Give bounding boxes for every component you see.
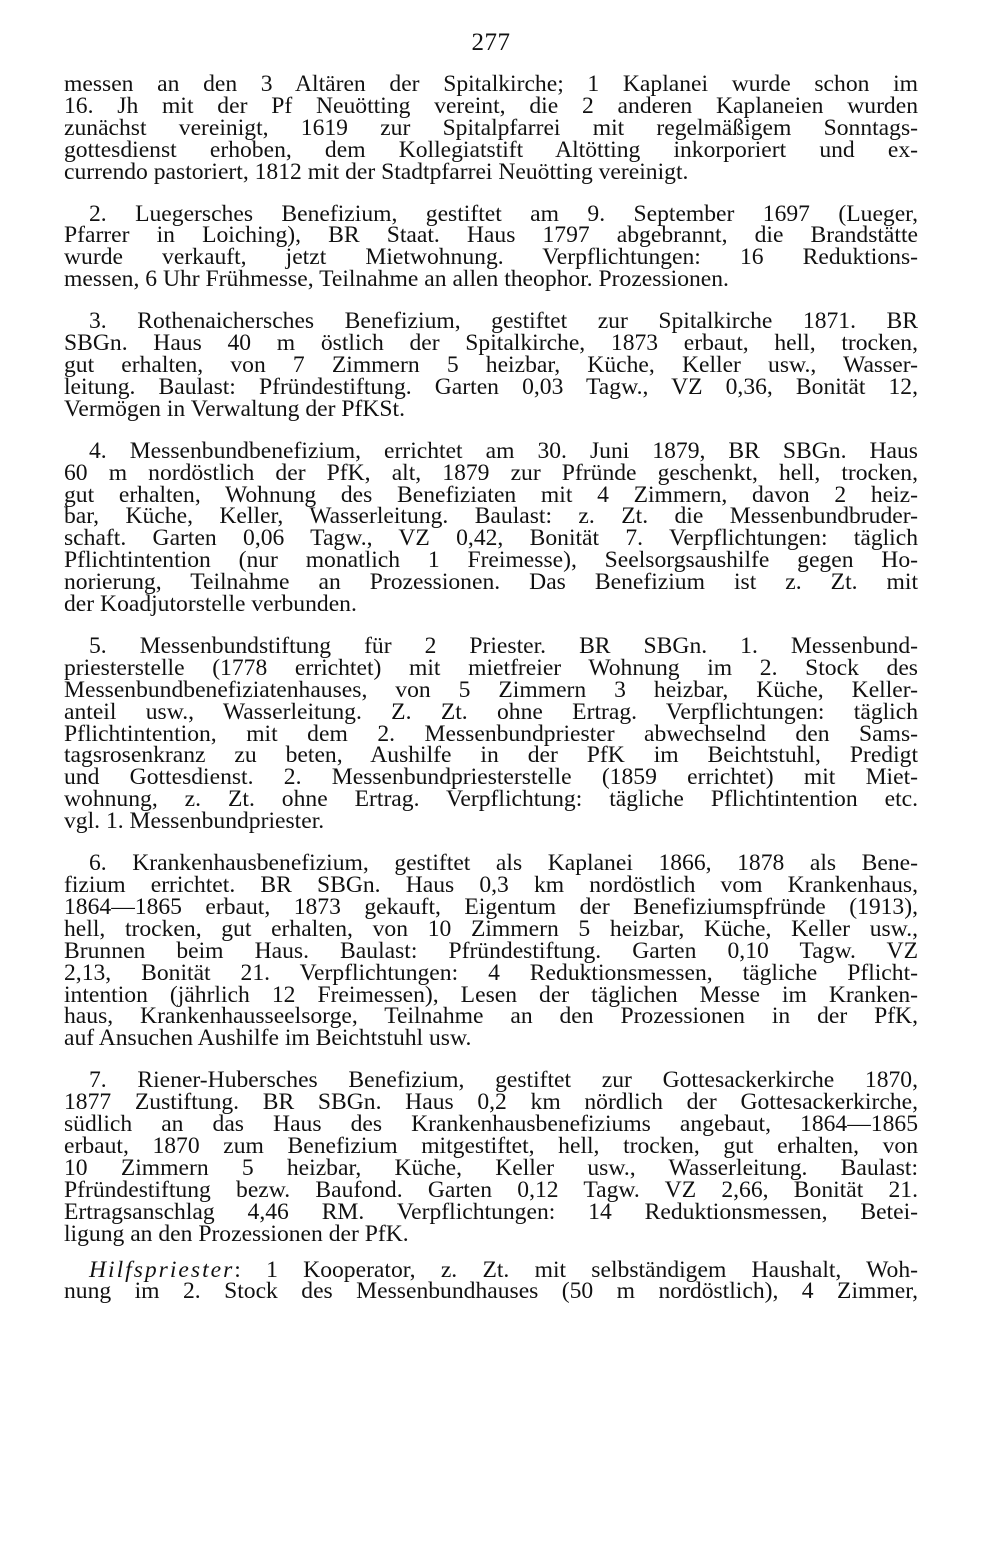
- text-line: anteil usw., Wasserleitung. Z. Zt. ohne Ertrag. Verpflichtungen: täglich: [64, 698, 918, 725]
- page-number: 277: [471, 29, 511, 56]
- paragraph-item-3: [64, 308, 918, 422]
- text-line: 7. Riener-Hubersches Benefizium, gestiftet zur Gottesackerkirche 1870,: [89, 1067, 918, 1094]
- hilfspriester-paragraph: [64, 1256, 918, 1305]
- text-line: 6. Krankenhausbenefizium, gestiftet als Kaplanei 1866, 1878 als Bene-: [89, 850, 918, 877]
- text-line: Vermögen in Verwaltung der PfKSt.: [64, 395, 405, 422]
- text-line: vgl. 1. Messenbundpriester.: [64, 808, 325, 835]
- text-line: gut erhalten, Wohnung des Benefiziaten mit 4 Zimmern, davon 2 heiz-: [64, 481, 918, 508]
- text-line: currendo pastoriert, 1812 mit der Stadtpfarrei Neuötting vereinigt.: [64, 158, 689, 185]
- text-line: Messenbundbenefiziatenhauses, von 5 Zimmern 3 heizbar, Küche, Keller-: [64, 676, 918, 703]
- text-line: 10 Zimmern 5 heizbar, Küche, Keller usw., Wasserleitung. Baulast:: [64, 1154, 918, 1181]
- hilfspriester-label: Hilfspriester: [89, 1256, 235, 1283]
- text-line: Pflichtintention (nur monatlich 1 Freimesse), Seelsorgsaushilfe gegen Ho-: [64, 547, 918, 574]
- text-line: norierung, Teilnahme an Prozessionen. Das Benefizium ist z. Zt. mit: [64, 569, 918, 596]
- text-line: intention (jährlich 12 Freimessen), Lesen der täglichen Messe im Kranken-: [64, 981, 918, 1008]
- paragraph-continuation: [64, 71, 918, 185]
- text-line: 2. Luegersches Benefizium, gestiftet am 9. September 1697 (Lueger,: [89, 200, 918, 227]
- text-line: hell, trocken, gut erhalten, von 10 Zimmern 5 heizbar, Küche, Keller usw.,: [64, 915, 918, 942]
- text-line: Brunnen beim Haus. Baulast: Pfründestiftung. Garten 0,10 Tagw. VZ: [64, 937, 918, 964]
- text-line: Pfründestiftung bezw. Baufond. Garten 0,12 Tagw. VZ 2,66, Bonität 21.: [64, 1176, 918, 1203]
- text-line: der Koadjutorstelle verbunden.: [64, 591, 357, 618]
- text-line: 5. Messenbundstiftung für 2 Priester. BR SBGn. 1. Messenbund-: [89, 632, 918, 659]
- text-line: erbaut, 1870 zum Benefizium mitgestiftet, hell, trocken, gut erhalten, von: [64, 1132, 918, 1159]
- hilfspriester-line-2: nung im 2. Stock des Messenbundhauses (50 m nordöstlich), 4 Zimmer,: [64, 1278, 918, 1305]
- text-line: 4. Messenbundbenefizium, errichtet am 30. Juni 1879, BR SBGn. Haus: [89, 437, 918, 464]
- text-line: 2,13, Bonität 21. Verpflichtungen: 4 Reduktionsmessen, tägliche Pflicht-: [64, 959, 918, 986]
- text-line: südlich an das Haus des Krankenhausbenefiziums angebaut, 1864—1865: [64, 1111, 918, 1138]
- paragraph-item-4: [64, 437, 918, 618]
- text-line: priesterstelle (1778 errichtet) mit mietfreier Wohnung im 2. Stock des: [64, 654, 918, 681]
- text-line: messen an den 3 Altären der Spitalkirche; 1 Kaplanei wurde schon im: [64, 71, 918, 97]
- text-line: schaft. Garten 0,06 Tagw., VZ 0,42, Bonität 7. Verpflichtungen: täglich: [64, 525, 918, 552]
- text-line: 60 m nordöstlich der PfK, alt, 1879 zur Pfründe geschenkt, hell, trocken,: [64, 459, 918, 486]
- text-line: wohnung, z. Zt. ohne Ertrag. Verpflichtung: tägliche Pflichtintention etc.: [64, 786, 918, 813]
- text-line: 1864—1865 erbaut, 1873 gekauft, Eigentum der Benefiziumspfründe (1913),: [64, 893, 918, 920]
- paragraph-item-2: [64, 200, 918, 293]
- text-line: wurde verkauft, jetzt Mietwohnung. Verpflichtungen: 16 Reduktions-: [64, 244, 918, 271]
- text-line: fizium errichtet. BR SBGn. Haus 0,3 km nordöstlich vom Krankenhaus,: [64, 872, 918, 898]
- text-line: gottesdienst erhoben, dem Kollegiatstift Altötting inkorporiert und ex-: [64, 136, 918, 163]
- text-line: zunächst vereinigt, 1619 zur Spitalpfarrei mit regelmäßigem Sonntags-: [64, 114, 918, 141]
- paragraph-item-7: [64, 1067, 918, 1247]
- text-line: 3. Rothenaichersches Benefizium, gestiftet zur Spitalkirche 1871. BR: [89, 308, 918, 335]
- text-line: messen, 6 Uhr Frühmesse, Teilnahme an allen theophor. Prozessionen.: [64, 266, 729, 293]
- text-line: ligung an den Prozessionen der PfK.: [64, 1220, 409, 1247]
- text-line: 16. Jh mit der Pf Neuötting vereint, die 2 anderen Kaplaneien wurden: [64, 92, 918, 119]
- text-line: Ertragsanschlag 4,46 RM. Verpflichtungen: 14 Reduktionsmessen, Betei-: [64, 1198, 918, 1225]
- text-line: tagsrosenkranz zu beten, Aushilfe in der PfK im Beichtstuhl, Predigt: [64, 742, 918, 769]
- book-page: [64, 28, 918, 1303]
- text-line: SBGn. Haus 40 m östlich der Spitalkirche, 1873 erbaut, hell, trocken,: [64, 330, 918, 357]
- text-line: Pflichtintention, mit dem 2. Messenbundpriester abwechselnd den Sams-: [64, 720, 918, 747]
- text-line: Pfarrer in Loiching), BR Staat. Haus 1797 abgebrannt, die Brandstätte: [64, 222, 918, 249]
- paragraph-item-6: [64, 850, 918, 1052]
- text-line: gut erhalten, von 7 Zimmern 5 heizbar, Küche, Keller usw., Wasser-: [64, 351, 918, 378]
- text-line: leitung. Baulast: Pfründestiftung. Garten 0,03 Tagw., VZ 0,36, Bonität 12,: [64, 373, 918, 400]
- text-line: 1877 Zustiftung. BR SBGn. Haus 0,2 km nördlich der Gottesackerkirche,: [64, 1089, 918, 1116]
- text-line: haus, Krankenhausseelsorge, Teilnahme an den Prozessionen in der PfK,: [64, 1003, 918, 1030]
- hilfspriester-line-1-text: : 1 Kooperator, z. Zt. mit selbständigem Haushalt, Woh-: [234, 1256, 918, 1283]
- text-line: bar, Küche, Keller, Wasserleitung. Baulast: z. Zt. die Messenbundbruder-: [64, 503, 918, 530]
- paragraph-list: [64, 71, 918, 1247]
- text-line: und Gottesdienst. 2. Messenbundpriesterstelle (1859 errichtet) mit Miet-: [64, 764, 918, 791]
- text-line: auf Ansuchen Aushilfe im Beichtstuhl usw.: [64, 1025, 472, 1052]
- paragraph-item-5: [64, 632, 918, 835]
